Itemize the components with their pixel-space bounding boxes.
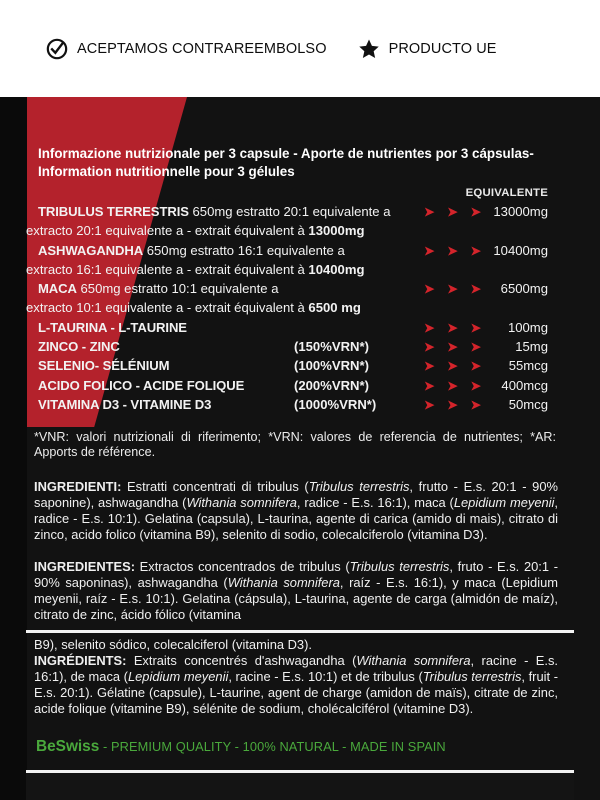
- nutrient-name: L-TAURINA - L-TAURINE: [38, 319, 187, 335]
- table-row: [0, 378, 600, 397]
- table-row-subline: [0, 300, 600, 319]
- arrow-indicator: ➤ ➤ ➤: [424, 320, 486, 335]
- ingredients-italian-label: INGREDIENTI:: [34, 479, 122, 494]
- ingredients-italian-latin-1: Tribulus terrestris: [308, 479, 410, 494]
- nutrient-name-line: [38, 243, 345, 258]
- ingredients-spanish-label: INGREDIENTES:: [34, 559, 135, 574]
- ingredients-italian-text-4: , radice - E.s. 10:1). Gelatina (capsula), L-taurina, agente di carica (amido di mais), citrato di zinco, acido folico (vitamina B9), selenito di sodio, colecalciferolo (vitamina D3).: [34, 495, 558, 543]
- arrow-indicator: ➤ ➤ ➤: [424, 397, 486, 412]
- nutrient-subline: [26, 300, 361, 315]
- equivalent-column-header: EQUIVALENTE: [465, 187, 548, 199]
- nutrient-subline-value: 13000mg: [308, 223, 365, 239]
- table-row: [0, 204, 600, 223]
- nutrient-name: ACIDO FOLICO - ACIDE FOLIQUE: [38, 377, 245, 393]
- nutrient-name-line: [38, 397, 211, 412]
- badge-cash-on-delivery: [46, 38, 327, 60]
- ingredients-french-text-3: , racine - E.s. 10:1) et de tribulus (: [228, 669, 423, 685]
- label-left-margin-strip: [0, 97, 27, 800]
- ingredients-french-text-1: Extraits concentrés d'ashwagandha (: [126, 653, 357, 668]
- ingredients-french-text-2: , racine - E.s. 16:1), de maca (: [34, 653, 559, 685]
- table-row: [0, 243, 600, 262]
- badge-eu-product-label: PRODUCTO UE: [388, 40, 497, 57]
- nutrient-amount: 50mcg: [508, 396, 548, 412]
- nutrient-name-line: [38, 378, 244, 393]
- nutrient-amount: 6500mg: [500, 281, 548, 297]
- nutrient-amount: 13000mg: [493, 204, 548, 219]
- nutrient-subline: [26, 223, 364, 238]
- ingredients-italian-text-2: , frutto - E.s. 20:1 - 90% saponine), ashwagandha (: [34, 479, 558, 511]
- table-row: [0, 358, 600, 377]
- brand-tagline: [36, 738, 446, 756]
- arrow-indicator: ➤ ➤ ➤: [424, 243, 486, 258]
- nutrient-detail: 650mg estratto 10:1 equivalente a: [76, 281, 279, 297]
- badge-cash-on-delivery-label: ACEPTAMOS CONTRAREEMBOLSO: [77, 40, 327, 57]
- ingredients-spanish-text-1: Extractos concentrados de tribulus (: [135, 559, 350, 574]
- arrow-indicator: ➤ ➤ ➤: [424, 340, 486, 355]
- nutrient-amount: 400mcg: [501, 377, 548, 393]
- ingredients-spanish-text-2: , fruto - E.s. 20:1 - 90% saponinas), ashwagandha (: [34, 559, 558, 591]
- star-icon: [358, 38, 380, 60]
- nutrient-name: VITAMINA D3 - VITAMINE D3: [38, 396, 212, 412]
- table-row: [0, 320, 600, 339]
- ingredients-spanish-latin-1: Tribulus terrestris: [349, 559, 450, 574]
- nutrient-name-line: [38, 320, 187, 335]
- vnr-footnote: *VNR: valori nutrizionali di riferimento; *VRN: valores de referencia de nutrientes; *AR: Apports de référence.: [34, 430, 556, 460]
- ingredients-french-label: INGRÉDIENTS:: [34, 653, 127, 668]
- nutrient-amount: 15mg: [515, 339, 548, 355]
- nutrient-subline: [26, 262, 364, 277]
- nutrient-subline-text: extracto 20:1 equivalente a - extrait équivalent à: [26, 223, 309, 239]
- nutrient-table: [0, 204, 600, 416]
- arrow-indicator: ➤ ➤ ➤: [424, 205, 486, 219]
- nutrient-name-line: [38, 281, 279, 296]
- nutrient-subline-text: extracto 10:1 equivalente a - extrait équivalent à: [26, 300, 309, 316]
- nutrient-name-line: [38, 358, 169, 373]
- nutrient-subline-value: 10400mg: [308, 261, 365, 277]
- brand-tagline-text: - PREMIUM QUALITY - 100% NATURAL - MADE IN SPAIN: [99, 739, 446, 754]
- brand-name: BeSwiss: [36, 738, 100, 755]
- ingredients-french: [34, 653, 558, 717]
- nutrient-name: MACA: [38, 281, 77, 297]
- ingredients-italian-text-3: , radice - E.s. 16:1), maca (: [296, 495, 454, 511]
- arrow-indicator: ➤ ➤ ➤: [424, 359, 486, 374]
- nutrient-name: TRIBULUS TERRESTRIS: [38, 204, 189, 219]
- nutrient-name-line: [38, 204, 391, 219]
- ingredients-french-latin-1: Withania somnifera: [356, 653, 471, 668]
- ingredients-french-latin-2: Lepidium meyenii: [127, 669, 229, 685]
- arrow-indicator: ➤ ➤ ➤: [424, 282, 486, 297]
- nutrient-name: ASHWAGANDHA: [38, 242, 144, 258]
- label-bottom-strip: [26, 773, 574, 800]
- ingredients-french-latin-3: Tribulus terrestris: [422, 669, 522, 685]
- nutrient-vrn: (100%VRN*): [294, 358, 369, 374]
- ingredients-spanish-latin-2: Withania somnifera: [227, 575, 340, 591]
- nutrient-name: SELENIO- SÉLÉNIUM: [38, 358, 170, 374]
- table-row: [0, 397, 600, 416]
- nutrient-vrn: (200%VRN*): [294, 377, 369, 393]
- badge-eu-product: [358, 38, 497, 60]
- nutrient-name: ZINCO - ZINC: [38, 339, 120, 355]
- table-row: [0, 339, 600, 358]
- table-row-subline: [0, 223, 600, 242]
- ingredients-italian-latin-2: Withania somnifera: [186, 495, 297, 511]
- nutrient-detail: 650mg estratto 20:1 equivalente a: [188, 204, 391, 219]
- nutrient-subline-text: extracto 16:1 equivalente a - extrait équivalent à: [26, 261, 309, 277]
- nutrient-vrn: (1000%VRN*): [294, 396, 377, 412]
- ingredients-spanish-continued: B9), selenito sódico, colecalciferol (vitamina D3).: [34, 637, 312, 652]
- table-row: [0, 281, 600, 300]
- arrow-indicator: ➤ ➤ ➤: [424, 378, 486, 393]
- nutrition-heading: Informazione nutrizionale per 3 capsule - Aporte de nutrientes por 3 cápsulas- Information nutritionnelle pour 3 gélules: [38, 146, 534, 179]
- ingredients-french-text-4: , fruit - E.s. 20:1). Gélatine (capsule), L-taurine, agent de charge (amidon de maïs), citrate de zinc, acide folique (vitamine B9), sélénite de sodium, cholécalciférol (vitamine D3).: [34, 669, 558, 717]
- check-circle-icon: [46, 38, 68, 60]
- nutrient-name-line: [38, 339, 120, 354]
- nutrient-amount: 100mg: [507, 319, 548, 335]
- label-fold-seam-top: [26, 630, 574, 633]
- ingredients-spanish-text-3: , raíz - E.s. 16:1), y maca (Lepidium meyenii, raíz - E.s. 10:1). Gelatina (cápsula), L-taurina, agente de carga (almidón de maíz), citrato de zinc, ácido fólico (vitamina: [34, 575, 558, 623]
- nutrient-vrn: (150%VRN*): [294, 339, 369, 355]
- nutrition-label-panel: [0, 97, 600, 800]
- ingredients-italian-text-1: Estratti concentrati di tribulus (: [121, 479, 309, 494]
- nutrient-amount: 55mcg: [508, 358, 548, 374]
- top-banner: [0, 0, 600, 97]
- ingredients-italian: [34, 479, 558, 543]
- nutrient-amount: 10400mg: [493, 242, 548, 258]
- ingredients-spanish: [34, 559, 558, 623]
- nutrient-detail: 650mg estratto 16:1 equivalente a: [143, 242, 345, 258]
- ingredients-italian-latin-3: Lepidium meyenii: [453, 495, 555, 511]
- nutrient-subline-value: 6500 mg: [308, 300, 361, 316]
- table-row-subline: [0, 262, 600, 281]
